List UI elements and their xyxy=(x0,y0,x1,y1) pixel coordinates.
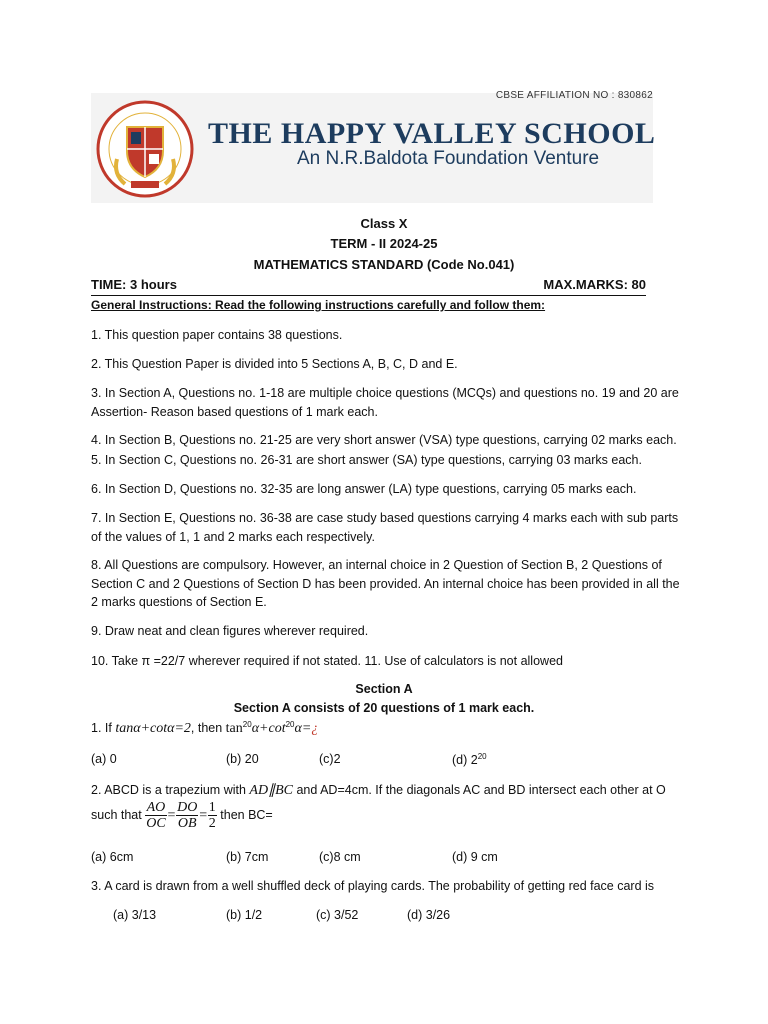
fraction-denominator: 2 xyxy=(208,816,216,831)
fraction-one-half xyxy=(208,800,217,831)
q1-option-d-label: (d) 2 xyxy=(452,753,478,768)
q2-such-that: such that xyxy=(91,807,146,822)
exam-time: TIME: 3 hours xyxy=(91,277,177,292)
q2-parallel: AD∥BC xyxy=(249,783,293,798)
school-crest-logo xyxy=(95,99,195,199)
q3-option-b: (b) 1/2 xyxy=(226,908,263,922)
q1-ask-end: ¿ xyxy=(311,721,319,737)
q1-condition: tanα+cotα=2 xyxy=(115,721,191,737)
q2-option-b: (b) 7cm xyxy=(226,850,269,864)
q1-mid: , then xyxy=(190,721,226,736)
q1-exp-2: 20 xyxy=(285,720,295,729)
fraction-do-ob xyxy=(176,800,198,831)
instruction-item: 3. In Section A, Questions no. 1-18 are multiple choice questions (MCQs) and questions no. 19 and 20 are Assertion- Reason based questions of 1 mark each. xyxy=(91,386,679,419)
affiliation-number: CBSE AFFILIATION NO : 830862 xyxy=(495,90,653,101)
q3-option-c: (c) 3/52 xyxy=(316,908,359,922)
exam-class: Class X xyxy=(360,216,408,231)
exam-max-marks: MAX.MARKS: 80 xyxy=(543,277,646,292)
instructions-heading: General Instructions: Read the following instructions carefully and follow them: xyxy=(91,298,546,312)
question-2 xyxy=(91,782,666,799)
question-2-condition xyxy=(91,800,273,831)
equals-sign: = xyxy=(198,807,208,823)
q1-exp-1: 20 xyxy=(242,720,252,729)
instruction-item: 9. Draw neat and clean figures wherever required. xyxy=(91,624,369,638)
instruction-item: 2. This Question Paper is divided into 5 Sections A, B, C, D and E. xyxy=(91,357,458,371)
school-subtitle: An N.R.Baldota Foundation Venture xyxy=(297,148,600,169)
q2-prefix: 2. ABCD is a trapezium with xyxy=(91,783,250,797)
instruction-item: 1. This question paper contains 38 questions. xyxy=(91,328,343,342)
q1-option-d-exp: 20 xyxy=(477,752,487,761)
q3-option-a: (a) 3/13 xyxy=(113,908,157,922)
fraction-numerator: DO xyxy=(177,800,198,815)
q1-option-b: (b) 20 xyxy=(226,752,259,766)
instruction-item: 8. All Questions are compulsory. However, an internal choice in 2 Question of Section B, 2 Questions of Section C and 2 Questions of Section D has been provided. An internal choice has been provided in all the 2 marks questions of Section E. xyxy=(91,558,680,609)
exam-subject: MATHEMATICS STANDARD (Code No.041) xyxy=(253,257,515,272)
q2-option-c: (c)8 cm xyxy=(319,850,361,864)
instruction-item: 5. In Section C, Questions no. 26-31 are short answer (SA) type questions, carrying 03 marks each. xyxy=(91,453,642,467)
fraction-ao-oc xyxy=(145,800,166,831)
q2-rest: and AD=4cm. If the diagonals AC and BD intersect each other at O xyxy=(292,783,666,797)
question-1 xyxy=(91,720,318,737)
equals-sign: = xyxy=(166,807,177,823)
instruction-item: 7. In Section E, Questions no. 36-38 are case study based questions carrying 4 marks each with sub parts of the values of 1, 1 and 2 marks each respectively. xyxy=(91,511,679,544)
instruction-item: 4. In Section B, Questions no. 21-25 are very short answer (VSA) type questions, carrying 02 marks each. xyxy=(91,433,677,447)
section-a-title: Section A xyxy=(355,682,413,696)
q2-option-a: (a) 6cm xyxy=(91,850,134,864)
q1-option-d xyxy=(452,752,487,767)
question-3: 3. A card is drawn from a well shuffled deck of playing cards. The probability of getting red face card is xyxy=(91,879,655,893)
q1-ask-var2: α= xyxy=(294,721,312,737)
school-name: THE HAPPY VALLEY SCHOOL xyxy=(208,117,656,150)
q1-prefix: 1. If xyxy=(91,721,116,736)
fraction-denominator: OC xyxy=(146,816,166,831)
time-marks-row xyxy=(91,277,646,296)
instruction-item: 6. In Section D, Questions no. 32-35 are long answer (LA) type questions, carrying 05 marks each. xyxy=(91,482,637,496)
fraction-denominator: OB xyxy=(177,816,197,831)
q3-option-d: (d) 3/26 xyxy=(407,908,451,922)
q1-option-a: (a) 0 xyxy=(91,752,117,766)
q1-option-c: (c)2 xyxy=(319,752,341,766)
q2-option-d: (d) 9 cm xyxy=(452,850,498,864)
fraction-numerator: 1 xyxy=(208,800,216,815)
q2-then: then BC= xyxy=(216,807,273,822)
fraction-numerator: AO xyxy=(146,800,166,815)
school-header xyxy=(91,90,656,203)
exam-term: TERM - II 2024-25 xyxy=(330,236,438,251)
instruction-item: 10. Take π =22/7 wherever required if not stated. 11. Use of calculators is not allowed xyxy=(91,654,563,668)
q1-ask-var1: α+cot xyxy=(251,721,286,737)
section-a-subtitle: Section A consists of 20 questions of 1 mark each. xyxy=(233,701,535,715)
q1-ask-base: tan xyxy=(225,721,243,737)
